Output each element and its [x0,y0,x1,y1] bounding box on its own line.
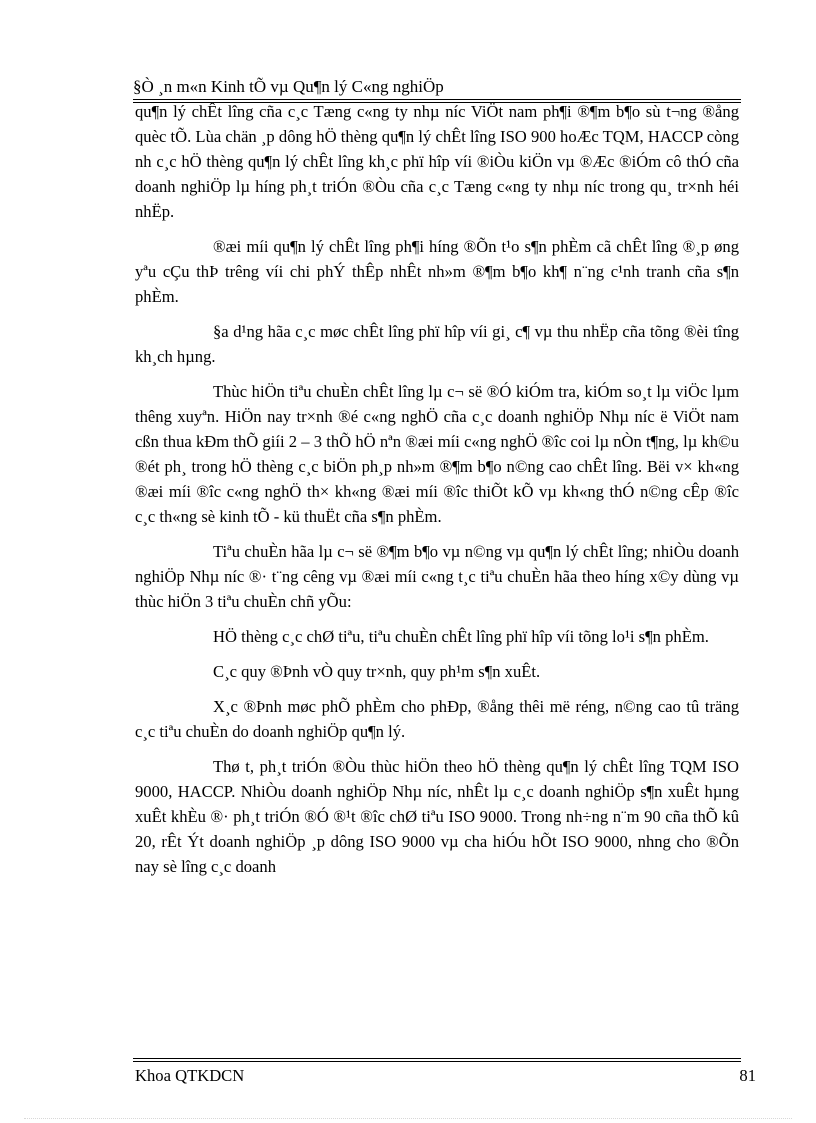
footer-rule [133,1058,741,1059]
paragraph-2: ®æi míi qu¶n lý chÊt lîng ph¶i híng ®Õn t¹o s¶n phÈm cã chÊt lîng ®¸p øng yªu cÇu thÞ trêng víi chi phÝ thÊp nhÊt nh»m ®¶m b¶o kh¶ n¨ng c¹nh tranh cña s¶n phÈm. [135,237,739,306]
paragraph-4: Thùc hiÖn tiªu chuÈn chÊt lîng lµ c¬ së ®Ó kiÓm tra, kiÓm so¸t lµ viÖc lµm thêng xuyªn. HiÖn nay tr×nh ®é c«ng nghÖ cña c¸c doanh nghiÖp Nhµ níc ë ViÖt nam cßn thua kÐm thÕ giíi 2 – 3 thÕ hÖ nªn ®æi míi c«ng nghÖ ®îc coi lµ nÒn t¶ng, lµ kh©u ®ét ph¸ trong hÖ thèng c¸c biÖn ph¸p nh»m ®¶m b¶o n©ng cao chÊt lîng. Bëi v× kh«ng ®æi míi ®îc c«ng nghÖ th× kh«ng ®æi míi ®îc thiÕt kÕ vµ kh«ng thÓ n©ng cÊp ®îc c¸c th«ng sè kinh tÕ - kü thuËt cña s¶n phÈm. [135,382,739,526]
paragraph-7: C¸c quy ®Þnh vÒ quy tr×nh, quy ph¹m s¶n xuÊt. [213,662,541,681]
document-body [135,99,739,889]
footer-department: Khoa QTKDCN [135,1066,245,1085]
page-number: 81 [739,1066,756,1085]
page-header: §Ò ¸n m«n Kinh tÕ vµ Qu¶n lý C«ng nghiÖp [133,77,444,96]
page-bottom-divider [24,1118,792,1119]
paragraph-9: Thø t, ph¸t triÓn ®Òu thùc hiÖn theo hÖ thèng qu¶n lý chÊt lîng TQM ISO 9000, HACCP. NhiÒu doanh nghiÖp Nhµ níc, nhÊt lµ c¸c doanh nghiÖp s¶n xuÊt hµng xuÊt khÈu ®· ph¸t triÓn ®Ó ®¹t ®îc chØ tiªu ISO 9000. Trong nh÷ng n¨m 90 cña thÕ kû 20, rÊt Ýt doanh nghiÖp ¸p dông ISO 9000 vµ cha hiÓu hÕt ISO 9000, nhng cho ®Õn nay sè lîng c¸c doanh [135,757,739,876]
paragraph-5: Tiªu chuÈn hãa lµ c¬ së ®¶m b¶o vµ n©ng vµ qu¶n lý chÊt lîng; nhiÒu doanh nghiÖp Nhµ níc ®· t¨ng cêng vµ ®æi míi c«ng t¸c tiªu chuÈn hãa theo híng x©y dùng vµ thùc hiÖn 3 tiªu chuÈn chñ yÕu: [135,542,739,611]
paragraph-1: qu¶n lý chÊt lîng cña c¸c Tæng c«ng ty nhµ níc ViÖt nam ph¶i ®¶m b¶o sù t¬ng ®ång quèc tÕ. Lùa chän ¸p dông hÖ thèng qu¶n lý chÊt lîng ISO 900 hoÆc TQM, HACCP còng nh c¸c hÖ thèng qu¶n lý chÊt lîng kh¸c phï hîp víi ®iÒu kiÖn vµ ®Æc ®iÓm cô thÓ cña doanh nghiÖp lµ híng ph¸t triÓn ®Òu cña c¸c Tæng c«ng ty nhµ níc trong qu¸ tr×nh héi nhËp. [135,102,739,221]
footer-rule-secondary [133,1061,741,1062]
paragraph-3: §a d¹ng hãa c¸c møc chÊt lîng phï hîp víi gi¸ c¶ vµ thu nhËp cña tõng ®èi tîng kh¸ch hµng. [135,322,739,366]
paragraph-6: HÖ thèng c¸c chØ tiªu, tiªu chuÈn chÊt lîng phï hîp víi tõng lo¹i s¶n phÈm. [213,627,709,646]
paragraph-8: X¸c ®Þnh møc phÕ phÈm cho phÐp, ®ång thêi më réng, n©ng cao tû träng c¸c tiªu chuÈn do doanh nghiÖp qu¶n lý. [135,697,739,741]
